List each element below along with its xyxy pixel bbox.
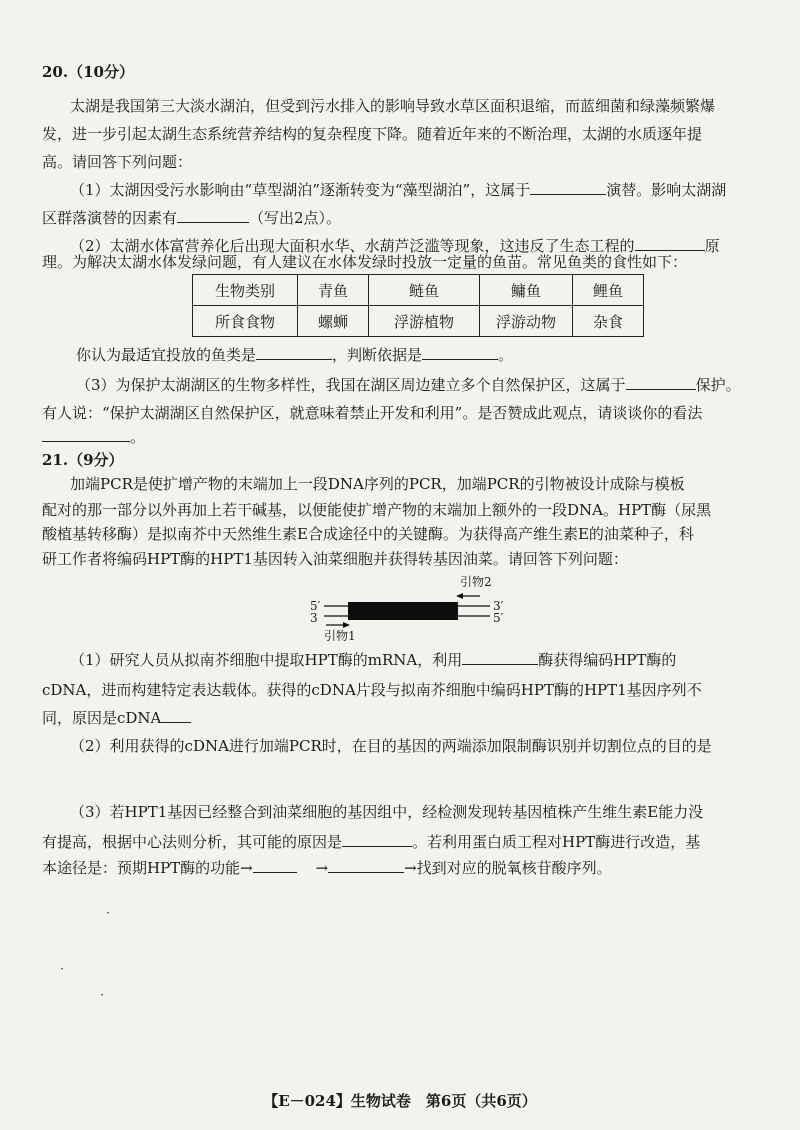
q20-part1-line-2: 区群落演替的因素有 （写出2点）。: [42, 209, 342, 227]
q21-header: 21.（9分）: [42, 451, 124, 469]
primer1-arrowhead: [343, 622, 350, 628]
q20-part2-line-1: （2）太湖水体富营养化后出现大面积水华、水葫芦泛滥等现象，这违反了生态工程的 原: [70, 237, 720, 255]
primer2-label: 引物2: [460, 575, 492, 589]
q20-part2-answer-line: 你认为最适宜投放的鱼类是 ，判断依据是 。: [76, 346, 514, 364]
q21-intro-line-2: 配对的那一部分以外再加上若干碱基，以便能使扩增产物的末端加上额外的一段DNA。HPT酶（尿黑: [42, 501, 712, 519]
table-cell: 鲢鱼: [369, 275, 480, 306]
table-cell: 螺蛳: [298, 306, 369, 337]
table-cell: 青鱼: [298, 275, 369, 306]
table-cell: 浮游动物: [480, 306, 573, 337]
table-cell: 所食食物: [193, 306, 298, 337]
answer-blank[interactable]: [328, 858, 404, 873]
q20-intro-line-3: 高。请回答下列问题：: [42, 153, 193, 171]
q20-intro-line-1: 太湖是我国第三大淡水湖泊，但受到污水排入的影响导致水草区面积退缩，而蓝细菌和绿藻频繁爆: [70, 97, 716, 115]
bottom-right-end-label: 5′: [493, 611, 504, 625]
top-right-end-label: 3′: [493, 599, 504, 613]
scan-speck: ·: [106, 906, 111, 921]
pcr-primer-diagram: [300, 572, 520, 642]
table-cell: 鳙鱼: [480, 275, 573, 306]
page-footer: 【E－024】生物试卷 第6页（共6页）: [263, 1092, 537, 1110]
answer-blank[interactable]: [626, 375, 696, 390]
q20-part2-line-2: 理。为解决太湖水体发绿问题，有人建议在水体发绿时投放一定量的鱼苗。常见鱼类的食性如下：: [42, 253, 688, 271]
answer-blank[interactable]: [422, 345, 498, 360]
q21-intro-line-4: 研工作者将编码HPT酶的HPT1基因转入油菜细胞并获得转基因油菜。请回答下列问题：: [42, 550, 628, 568]
q21-part1-line-3: 同，原因是cDNA: [42, 708, 191, 728]
q21-part3-line-1: （3）若HPT1基因已经整合到油菜细胞的基因组中，经检测发现转基因植株产生维生素E能力没: [70, 803, 704, 821]
top-left-end-label: 5′: [310, 599, 321, 613]
answer-blank[interactable]: [530, 180, 606, 195]
q20-part3-line-3: 。: [42, 427, 145, 447]
q20-header: 20.（10分）: [42, 63, 134, 81]
bottom-left-end-label: 3: [310, 611, 318, 625]
table-cell: 鲤鱼: [573, 275, 644, 306]
primer2-arrowhead: [456, 593, 463, 599]
q20-part3-line-1: （3）为保护太湖湖区的生物多样性，我国在湖区周边建立多个自然保护区，这属于 保护。: [76, 376, 741, 394]
q20-intro-line-2: 发，进一步引起太湖生态系统营养结构的复杂程度下降。随着近年来的不断治理，太湖的水质逐年提: [42, 125, 703, 143]
q20-part1-line-1: （1）太湖因受污水影响由“草型湖泊”逐渐转变为“藻型湖泊”，这属于 演替。影响太湖湖: [70, 181, 727, 199]
table-cell: 杂食: [573, 306, 644, 337]
table-row: [193, 306, 644, 337]
q21-intro-line-3: 酸植基转移酶）是拟南芥中天然维生素E合成途径中的关键酶。为获得高产维生素E的油菜种子，科: [42, 525, 694, 543]
q21-part3-line-3: 本途径是：预期HPT酶的功能→ → →找到对应的脱氧核苷酸序列。: [42, 859, 612, 877]
table-header-row: [193, 275, 644, 306]
scan-speck: ·: [60, 962, 65, 977]
q21-part2-line: （2）利用获得的cDNA进行加端PCR时，在目的基因的两端添加限制酶识别并切割位点的目的是: [70, 737, 712, 755]
primer1-label: 引物1: [324, 629, 356, 643]
q21-part1-line-1: （1）研究人员从拟南芥细胞中提取HPT酶的mRNA，利用 酶获得编码HPT酶的: [70, 651, 677, 669]
answer-blank[interactable]: [161, 708, 191, 723]
q21-part1-line-2: cDNA，进而构建特定表达载体。获得的cDNA片段与拟南芥细胞中编码HPT酶的HPT1基因序列不: [42, 681, 702, 699]
table-cell: 生物类别: [193, 275, 298, 306]
answer-blank[interactable]: [256, 345, 332, 360]
scan-speck: ·: [100, 988, 105, 1003]
answer-blank[interactable]: [635, 236, 705, 251]
answer-blank[interactable]: [462, 650, 538, 665]
answer-blank[interactable]: [342, 832, 412, 847]
answer-blank[interactable]: [253, 858, 297, 873]
fish-diet-table: [192, 274, 644, 337]
q21-part3-line-2: 有提高，根据中心法则分析，其可能的原因是 。若利用蛋白质工程对HPT酶进行改造，基: [42, 833, 701, 851]
answer-blank[interactable]: [177, 208, 249, 223]
answer-blank[interactable]: [42, 427, 130, 442]
q21-intro-line-1: 加端PCR是使扩增产物的末端加上一段DNA序列的PCR，加端PCR的引物被设计成除与模板: [70, 475, 685, 493]
q20-part3-line-2: 有人说：“保护太湖湖区自然保护区，就意味着禁止开发和利用”。是否赞成此观点，请谈谈你的看法: [42, 404, 703, 422]
target-gene-block: [348, 602, 458, 620]
table-cell: 浮游植物: [369, 306, 480, 337]
